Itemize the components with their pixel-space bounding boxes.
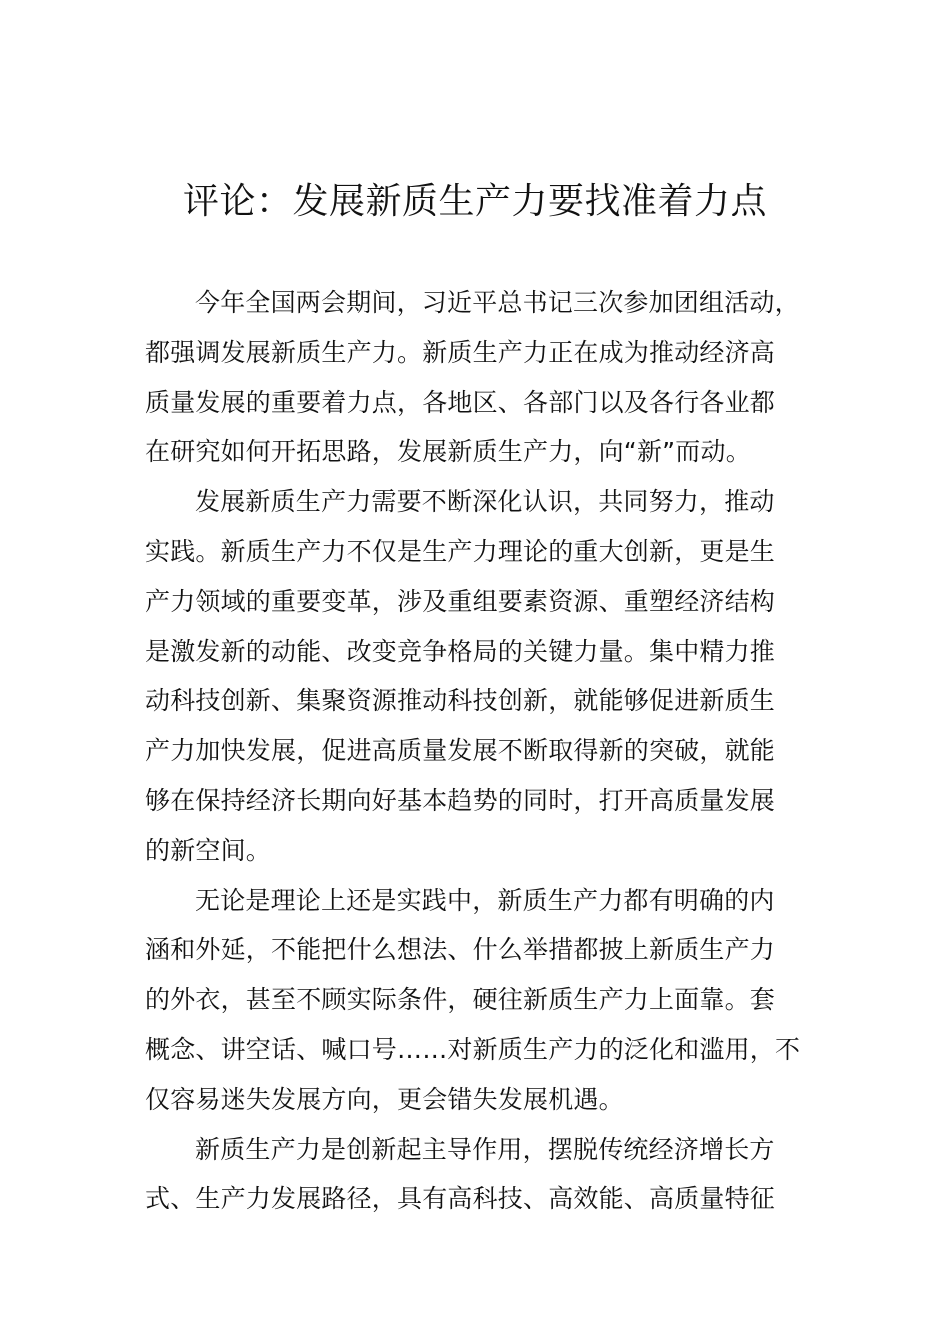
text-line: 是激发新的动能、改变竞争格局的关键力量。集中精力推 (145, 636, 776, 666)
document-title: 评论：发展新质生产力要找准着力点 (182, 181, 767, 222)
paragraph-4 (145, 1125, 845, 1225)
text-line: 无论是理论上还是实践中，新质生产力都有明确的内 (195, 885, 775, 915)
text-line: 实践。新质生产力不仅是生产力理论的重大创新，更是生 (145, 536, 776, 566)
text-line: 概念、讲空话、喊口号……对新质生产力的泛化和滥用，不 (145, 1034, 801, 1064)
text-line: 在研究如何开拓思路，发展新质生产力，向“新”而动。 (145, 437, 751, 467)
paragraph-2 (145, 477, 845, 875)
text-line: 今年全国两会期间，习近平总书记三次参加团组活动， (195, 288, 800, 317)
text-line: 涵和外延，不能把什么想法、什么举措都披上新质生产力 (145, 935, 776, 965)
paragraph-1 (145, 278, 845, 477)
text-line: 动科技创新、集聚资源推动科技创新，就能够促进新质生 (145, 686, 776, 716)
text-line: 都强调发展新质生产力。新质生产力正在成为推动经济高 (145, 337, 776, 367)
text-line: 产力加快发展，促进高质量发展不断取得新的突破，就能 (145, 736, 776, 766)
text-line: 式、生产力发展路径，具有高科技、高效能、高质量特征 (145, 1184, 776, 1214)
paragraph-3 (145, 876, 845, 1125)
text-line: 质量发展的重要着力点，各地区、各部门以及各行各业都 (145, 387, 776, 417)
text-line: 发展新质生产力需要不断深化认识，共同努力，推动 (195, 487, 775, 517)
document-body (145, 278, 845, 1224)
text-line: 够在保持经济长期向好基本趋势的同时，打开高质量发展 (145, 785, 776, 815)
text-line: 的外衣，甚至不顾实际条件，硬往新质生产力上面靠。套 (145, 985, 776, 1015)
text-line: 产力领域的重要变革，涉及重组要素资源、重塑经济结构 (145, 586, 776, 616)
text-line: 的新空间。 (145, 835, 272, 865)
text-line: 新质生产力是创新起主导作用，摆脱传统经济增长方 (195, 1134, 775, 1164)
text-line: 仅容易迷失发展方向，更会错失发展机遇。 (145, 1084, 624, 1114)
